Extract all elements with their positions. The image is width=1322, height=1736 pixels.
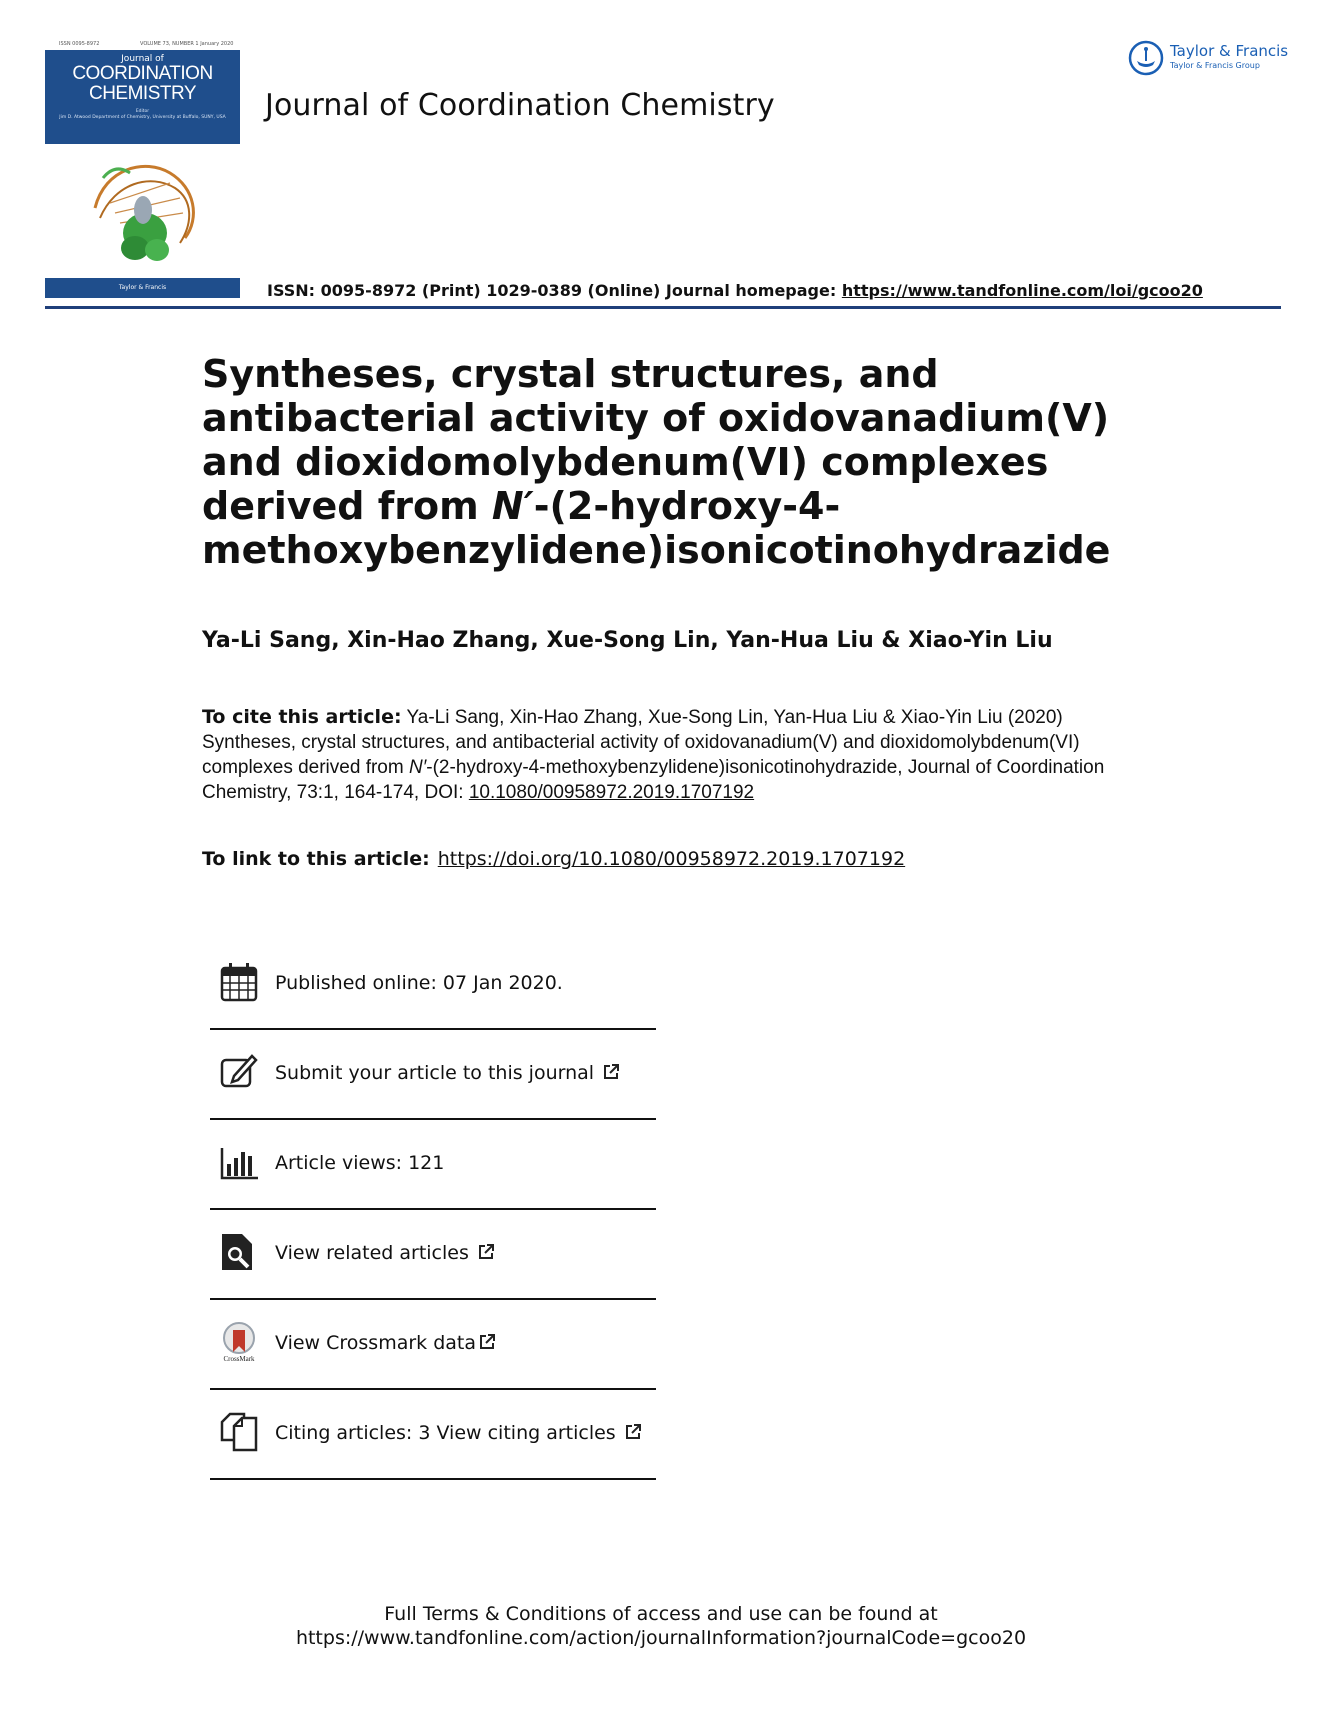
citation-text-part1: Ya-Li Sang, Xin-Hao Zhang, Xue-Song Lin, Yan-Hua Liu & Xiao-Yin Liu (2020) Syntheses, crystal structures, and antibacterial activity of oxidovanadium(V) and dioxidomolybdenum(VI) complexes derived from — [202, 707, 1080, 778]
cover-publisher-logo: Taylor & Francis — [45, 278, 240, 298]
related-articles-row[interactable] — [210, 1210, 656, 1300]
publisher-logo[interactable] — [1128, 40, 1298, 76]
edit-icon — [220, 1052, 258, 1092]
cover-journal-line3: CHEMISTRY — [88, 83, 197, 104]
crossmark-row[interactable] — [210, 1300, 656, 1390]
external-link-icon — [478, 1333, 496, 1351]
citation-text-italic: N′ — [408, 757, 427, 778]
issn-line — [267, 281, 1203, 300]
cover-molecule-illustration — [85, 148, 205, 268]
citing-articles-link[interactable] — [275, 1422, 642, 1444]
link-label: To link to this article: — [202, 848, 430, 870]
header-divider — [45, 306, 1281, 309]
citing-documents-icon — [220, 1412, 258, 1452]
cover-volume: VOLUME 73, NUMBER 1 January 2020 — [140, 41, 234, 47]
article-doi-link[interactable]: https://doi.org/10.1080/00958972.2019.1707192 — [437, 848, 906, 870]
related-articles-link[interactable] — [275, 1242, 495, 1264]
citing-articles-row[interactable] — [210, 1390, 656, 1480]
calendar-icon — [220, 962, 258, 1002]
related-articles-label: View related articles — [275, 1242, 469, 1264]
article-views: Article views: 121 — [275, 1152, 445, 1174]
citation-block — [202, 705, 1132, 805]
submit-article-row[interactable] — [210, 1030, 656, 1120]
document-search-icon — [220, 1232, 258, 1272]
submit-article-label: Submit your article to this journal — [275, 1062, 595, 1084]
published-date: Published online: 07 Jan 2020. — [275, 972, 563, 994]
journal-homepage-link[interactable]: https://www.tandfonline.com/loi/gcoo20 — [841, 281, 1203, 300]
citation-text-part2: -(2-hydroxy-4-methoxybenzylidene)isonicotinohydrazide, Journal of Coordination Chemistry, 73:1, 164-174, DOI: — [202, 757, 1105, 803]
citation-doi-link[interactable]: 10.1080/00958972.2019.1707192 — [468, 782, 755, 803]
citation-label: To cite this article: — [202, 706, 402, 728]
crossmark-icon — [220, 1322, 258, 1362]
cover-editor-label: Editor — [135, 109, 150, 114]
crossmark-link[interactable] — [275, 1332, 496, 1354]
article-title — [202, 352, 1202, 572]
journal-title: Journal of Coordination Chemistry — [265, 88, 775, 123]
article-info-list — [210, 940, 656, 1480]
crossmark-icon-label: CrossMark — [223, 1355, 255, 1362]
article-title-part1: Syntheses, crystal structures, and antibacterial activity of oxidovanadium(V) and dioxidomolybdenum(VI) complexes derived from — [202, 352, 1110, 528]
journal-cover-thumbnail — [45, 40, 240, 298]
footer-terms-text: Full Terms & Conditions of access and use can be found at — [384, 1603, 938, 1625]
cover-issn: ISSN 0095-8972 — [59, 41, 100, 47]
article-link-line — [202, 848, 905, 870]
external-link-icon — [477, 1243, 495, 1261]
cover-title-band — [45, 50, 240, 144]
external-link-icon — [624, 1423, 642, 1441]
cover-journal-line2: COORDINATION — [72, 63, 213, 84]
cover-journal-line1: Journal of — [121, 54, 164, 64]
citing-articles-label: Citing articles: 3 View citing articles — [275, 1422, 616, 1444]
issn-text: ISSN: 0095-8972 (Print) 1029-0389 (Online) Journal homepage: — [267, 281, 842, 300]
article-title-italic: N′ — [491, 484, 534, 528]
article-authors: Ya-Li Sang, Xin-Hao Zhang, Xue-Song Lin, Yan-Hua Liu & Xiao-Yin Liu — [202, 628, 1053, 653]
bar-chart-icon — [220, 1142, 258, 1182]
terms-footer — [0, 1602, 1322, 1650]
crossmark-label: View Crossmark data — [275, 1332, 477, 1354]
footer-terms-link[interactable]: https://www.tandfonline.com/action/journalInformation?journalCode=gcoo20 — [295, 1627, 1027, 1649]
article-title-part2: -(2-hydroxy-4-methoxybenzylidene)isonicotinohydrazide — [202, 484, 1111, 572]
published-row — [210, 940, 656, 1030]
cover-editor-name: Jim D. Atwood Department of Chemistry, University at Buffalo, SUNY, USA — [59, 115, 226, 120]
publisher-group: Taylor & Francis Group — [1170, 61, 1260, 70]
external-link-icon — [602, 1063, 620, 1081]
article-views-row — [210, 1120, 656, 1210]
cover-editor — [45, 109, 240, 121]
taylor-francis-logo-icon — [1128, 40, 1164, 76]
submit-article-link[interactable] — [275, 1062, 620, 1084]
publisher-name: Taylor & Francis — [1170, 42, 1289, 60]
